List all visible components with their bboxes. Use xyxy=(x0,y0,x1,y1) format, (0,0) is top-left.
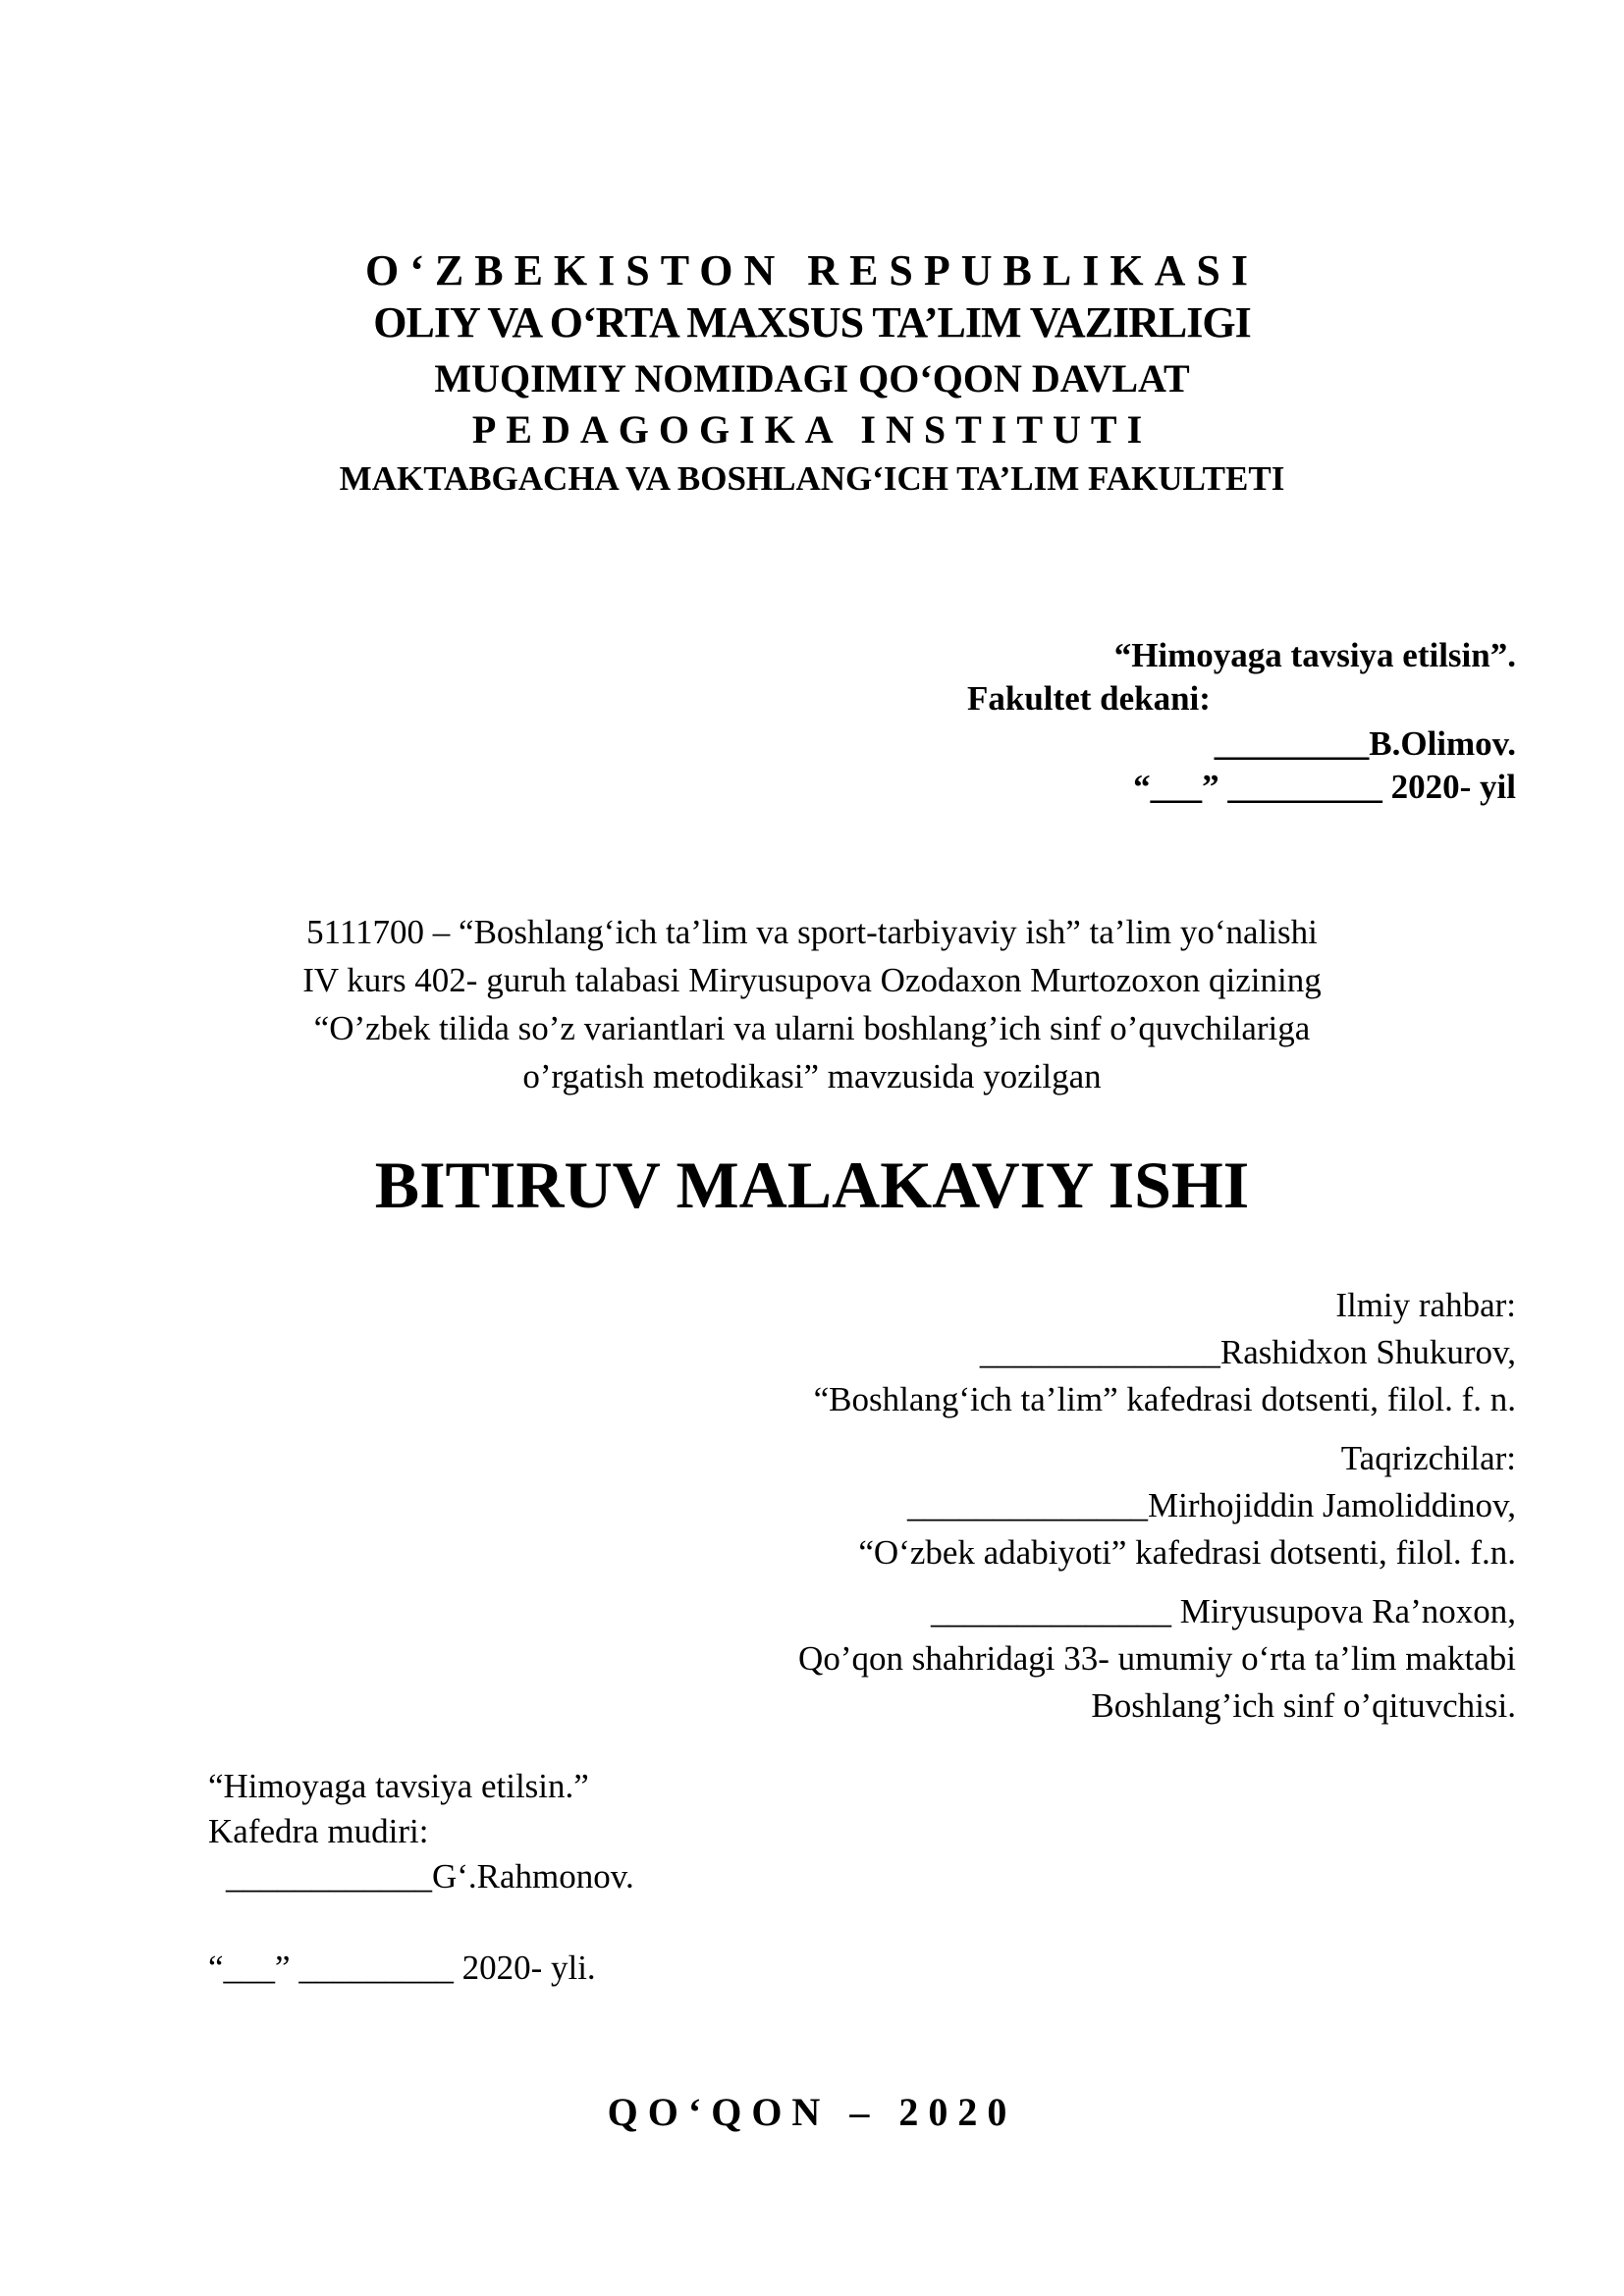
description-line-1: 5111700 – “Boshlang‘ich ta’lim va sport-tarbiyaviy ish” ta’lim yo‘nalishi xyxy=(306,913,1318,951)
reviewer-2-signature: ______________ Miryusupova Ra’noxon, xyxy=(931,1592,1516,1630)
supervisor-label: Ilmiy rahbar: xyxy=(1335,1286,1516,1324)
dean-signature: _________B.Olimov. xyxy=(1214,724,1516,763)
ministry-heading: OLIY VA O‘RTA MAXSUS TA’LIM VAZIRLIGI xyxy=(373,298,1251,347)
footer-city-year: QO‘QON – 2020 xyxy=(607,2090,1017,2134)
department-signature: ____________G‘.Rahmonov. xyxy=(226,1857,634,1896)
description-line-3: “O’zbek tilida so’z variantlari va ularni boshlang’ich sinf o’quvchilariga xyxy=(313,1009,1311,1047)
country-heading: O‘ZBEKISTON RESPUBLIKASI xyxy=(365,246,1259,294)
reviewers-label: Taqrizchilar: xyxy=(1340,1439,1516,1477)
supervisor-position: “Boshlang‘ich ta’lim” kafedrasi dotsenti, filol. f. n. xyxy=(813,1380,1516,1418)
dean-role: Fakultet dekani: xyxy=(967,679,1211,718)
description-line-4: o’rgatish metodikasi” mavzusida yozilgan xyxy=(522,1057,1102,1095)
faculty-heading: MAKTABGACHA VA BOSHLANG‘ICH TA’LIM FAKULTETI xyxy=(339,459,1285,498)
institute-heading-line1: MUQIMIY NOMIDAGI QO‘QON DAVLAT xyxy=(434,356,1190,400)
supervisor-signature: ______________Rashidxon Shukurov, xyxy=(979,1333,1516,1371)
department-recommendation: “Himoyaga tavsiya etilsin.” xyxy=(208,1767,589,1805)
reviewer-2-position: Qo’qon shahridagi 33- umumiy o‘rta ta’lim maktabi xyxy=(798,1639,1516,1678)
dean-date: “___” _________ 2020- yil xyxy=(1133,768,1516,806)
reviewer-2-position-line2: Boshlang’ich sinf o’qituvchisi. xyxy=(1091,1686,1516,1725)
department-date: “___” _________ 2020- yli. xyxy=(208,1949,596,1987)
description-line-2: IV kurs 402- guruh talabasi Miryusupova Ozodaxon Murtozoxon qizining xyxy=(302,961,1322,999)
reviewer-1-signature: ______________Mirhojiddin Jamoliddinov, xyxy=(907,1486,1516,1524)
department-role: Kafedra mudiri: xyxy=(208,1812,429,1850)
institute-heading-line2: PEDAGOGIKA INSTITUTI xyxy=(471,407,1153,452)
dean-recommendation: “Himoyaga tavsiya etilsin”. xyxy=(1113,636,1516,674)
document-title: BITIRUV MALAKAVIY ISHI xyxy=(374,1148,1250,1222)
reviewer-1-position: “O‘zbek adabiyoti” kafedrasi dotsenti, filol. f.n. xyxy=(858,1533,1516,1572)
